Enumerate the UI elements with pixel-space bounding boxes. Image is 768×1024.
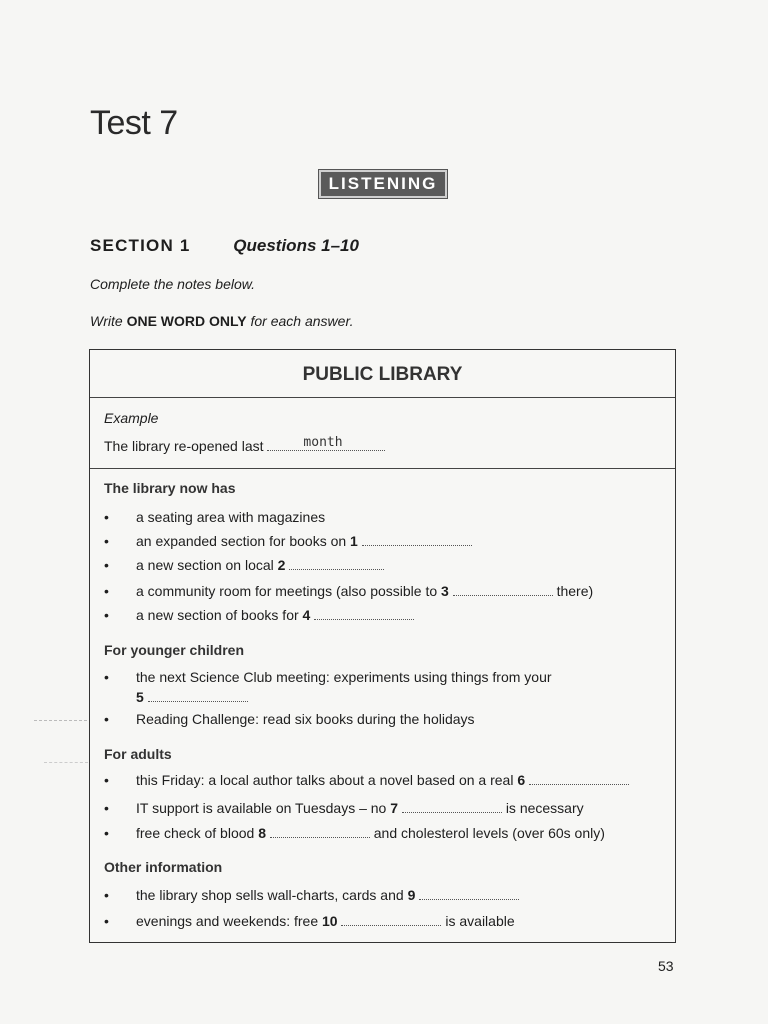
note-text: a new section on local bbox=[136, 557, 274, 573]
divider bbox=[90, 468, 675, 469]
note-item bbox=[104, 557, 384, 573]
instruction-complete-notes: Complete the notes below. bbox=[90, 276, 255, 292]
answer-blank-3[interactable] bbox=[453, 583, 553, 596]
note-text-after: is necessary bbox=[505, 800, 584, 816]
example-text: The library re-opened last bbox=[104, 438, 264, 454]
note-item bbox=[104, 800, 584, 816]
answer-blank-7[interactable] bbox=[402, 800, 502, 813]
note-text: free check of blood bbox=[136, 825, 255, 841]
question-number: 7 bbox=[390, 800, 399, 816]
bullet: • bbox=[104, 607, 109, 623]
section-label: SECTION 1 bbox=[90, 236, 191, 255]
note-item bbox=[104, 509, 325, 525]
note-text: a community room for meetings (also possible to bbox=[136, 583, 438, 599]
question-number: 10 bbox=[322, 913, 338, 929]
answer-blank-1[interactable] bbox=[362, 533, 472, 546]
group-heading: For younger children bbox=[104, 642, 245, 658]
note-text: the library shop sells wall-charts, cards and bbox=[136, 887, 404, 903]
note-text: Reading Challenge: read six books during the holidays bbox=[136, 711, 475, 727]
note-text-after: and cholesterol levels (over 60s only) bbox=[373, 825, 605, 841]
note-item bbox=[104, 772, 629, 788]
notes-box bbox=[89, 349, 676, 943]
answer-blank-2[interactable] bbox=[289, 557, 384, 570]
example-label: Example bbox=[104, 410, 159, 426]
questions-range: Questions 1–10 bbox=[233, 236, 359, 255]
question-number: 8 bbox=[258, 825, 266, 841]
section-heading bbox=[90, 236, 359, 256]
note-item bbox=[104, 913, 515, 929]
bullet: • bbox=[104, 583, 109, 599]
question-number: 6 bbox=[517, 772, 526, 788]
note-text-after: is available bbox=[445, 913, 515, 929]
note-text: a new section of books for bbox=[136, 607, 299, 623]
note-item bbox=[104, 607, 414, 623]
page-number: 53 bbox=[658, 958, 674, 974]
answer-blank-6[interactable] bbox=[529, 772, 629, 785]
bullet: • bbox=[104, 913, 109, 929]
divider bbox=[90, 397, 675, 398]
note-text: this Friday: a local author talks about a novel based on a real bbox=[136, 772, 514, 788]
bullet: • bbox=[104, 557, 109, 573]
example-answer-blank bbox=[267, 435, 385, 451]
instruction-pre: Write bbox=[90, 313, 127, 329]
test-title: Test 7 bbox=[90, 104, 178, 142]
note-text: an expanded section for books on bbox=[136, 533, 347, 549]
bullet: • bbox=[104, 711, 109, 727]
answer-blank-8[interactable] bbox=[270, 825, 370, 838]
bullet: • bbox=[104, 887, 109, 903]
note-item bbox=[104, 669, 552, 685]
note-text: a seating area with magazines bbox=[136, 509, 326, 525]
question-number: 4 bbox=[302, 607, 311, 623]
answer-blank-9[interactable] bbox=[419, 887, 519, 900]
listening-banner: LISTENING bbox=[319, 170, 447, 198]
question-number: 3 bbox=[441, 583, 449, 599]
note-text-after: there) bbox=[556, 583, 594, 599]
note-item bbox=[104, 711, 475, 727]
question-number: 5 bbox=[136, 689, 144, 705]
instruction-bold: ONE WORD ONLY bbox=[126, 313, 247, 329]
instruction-post: for each answer. bbox=[246, 313, 354, 329]
note-item bbox=[104, 825, 605, 841]
bullet: • bbox=[104, 509, 109, 525]
answer-blank-10[interactable] bbox=[341, 913, 441, 926]
note-item bbox=[104, 533, 472, 549]
bullet: • bbox=[104, 825, 109, 841]
bullet: • bbox=[104, 533, 109, 549]
question-number: 2 bbox=[277, 557, 286, 573]
bullet: • bbox=[104, 669, 109, 685]
bullet: • bbox=[104, 772, 109, 788]
note-item bbox=[104, 583, 593, 599]
question-number: 1 bbox=[350, 533, 358, 549]
bullet: • bbox=[104, 800, 109, 816]
note-text: evenings and weekends: free bbox=[136, 913, 319, 929]
example-answer: month bbox=[303, 435, 343, 450]
group-heading: For adults bbox=[104, 746, 172, 762]
group-heading: The library now has bbox=[104, 480, 236, 496]
note-text: the next Science Club meeting: experiments using things from your bbox=[136, 669, 552, 685]
instruction-word-limit bbox=[90, 313, 353, 329]
group-heading: Other information bbox=[104, 859, 223, 875]
notes-title: PUBLIC LIBRARY bbox=[302, 364, 463, 385]
note-item bbox=[104, 887, 519, 903]
note-text: IT support is available on Tuesdays – no bbox=[136, 800, 387, 816]
scan-artifact bbox=[34, 720, 92, 721]
note-item-continuation bbox=[136, 689, 248, 705]
answer-blank-5[interactable] bbox=[148, 689, 248, 702]
example-line bbox=[104, 435, 385, 454]
answer-blank-4[interactable] bbox=[314, 607, 414, 620]
question-number: 9 bbox=[407, 887, 416, 903]
scan-artifact bbox=[44, 762, 88, 763]
